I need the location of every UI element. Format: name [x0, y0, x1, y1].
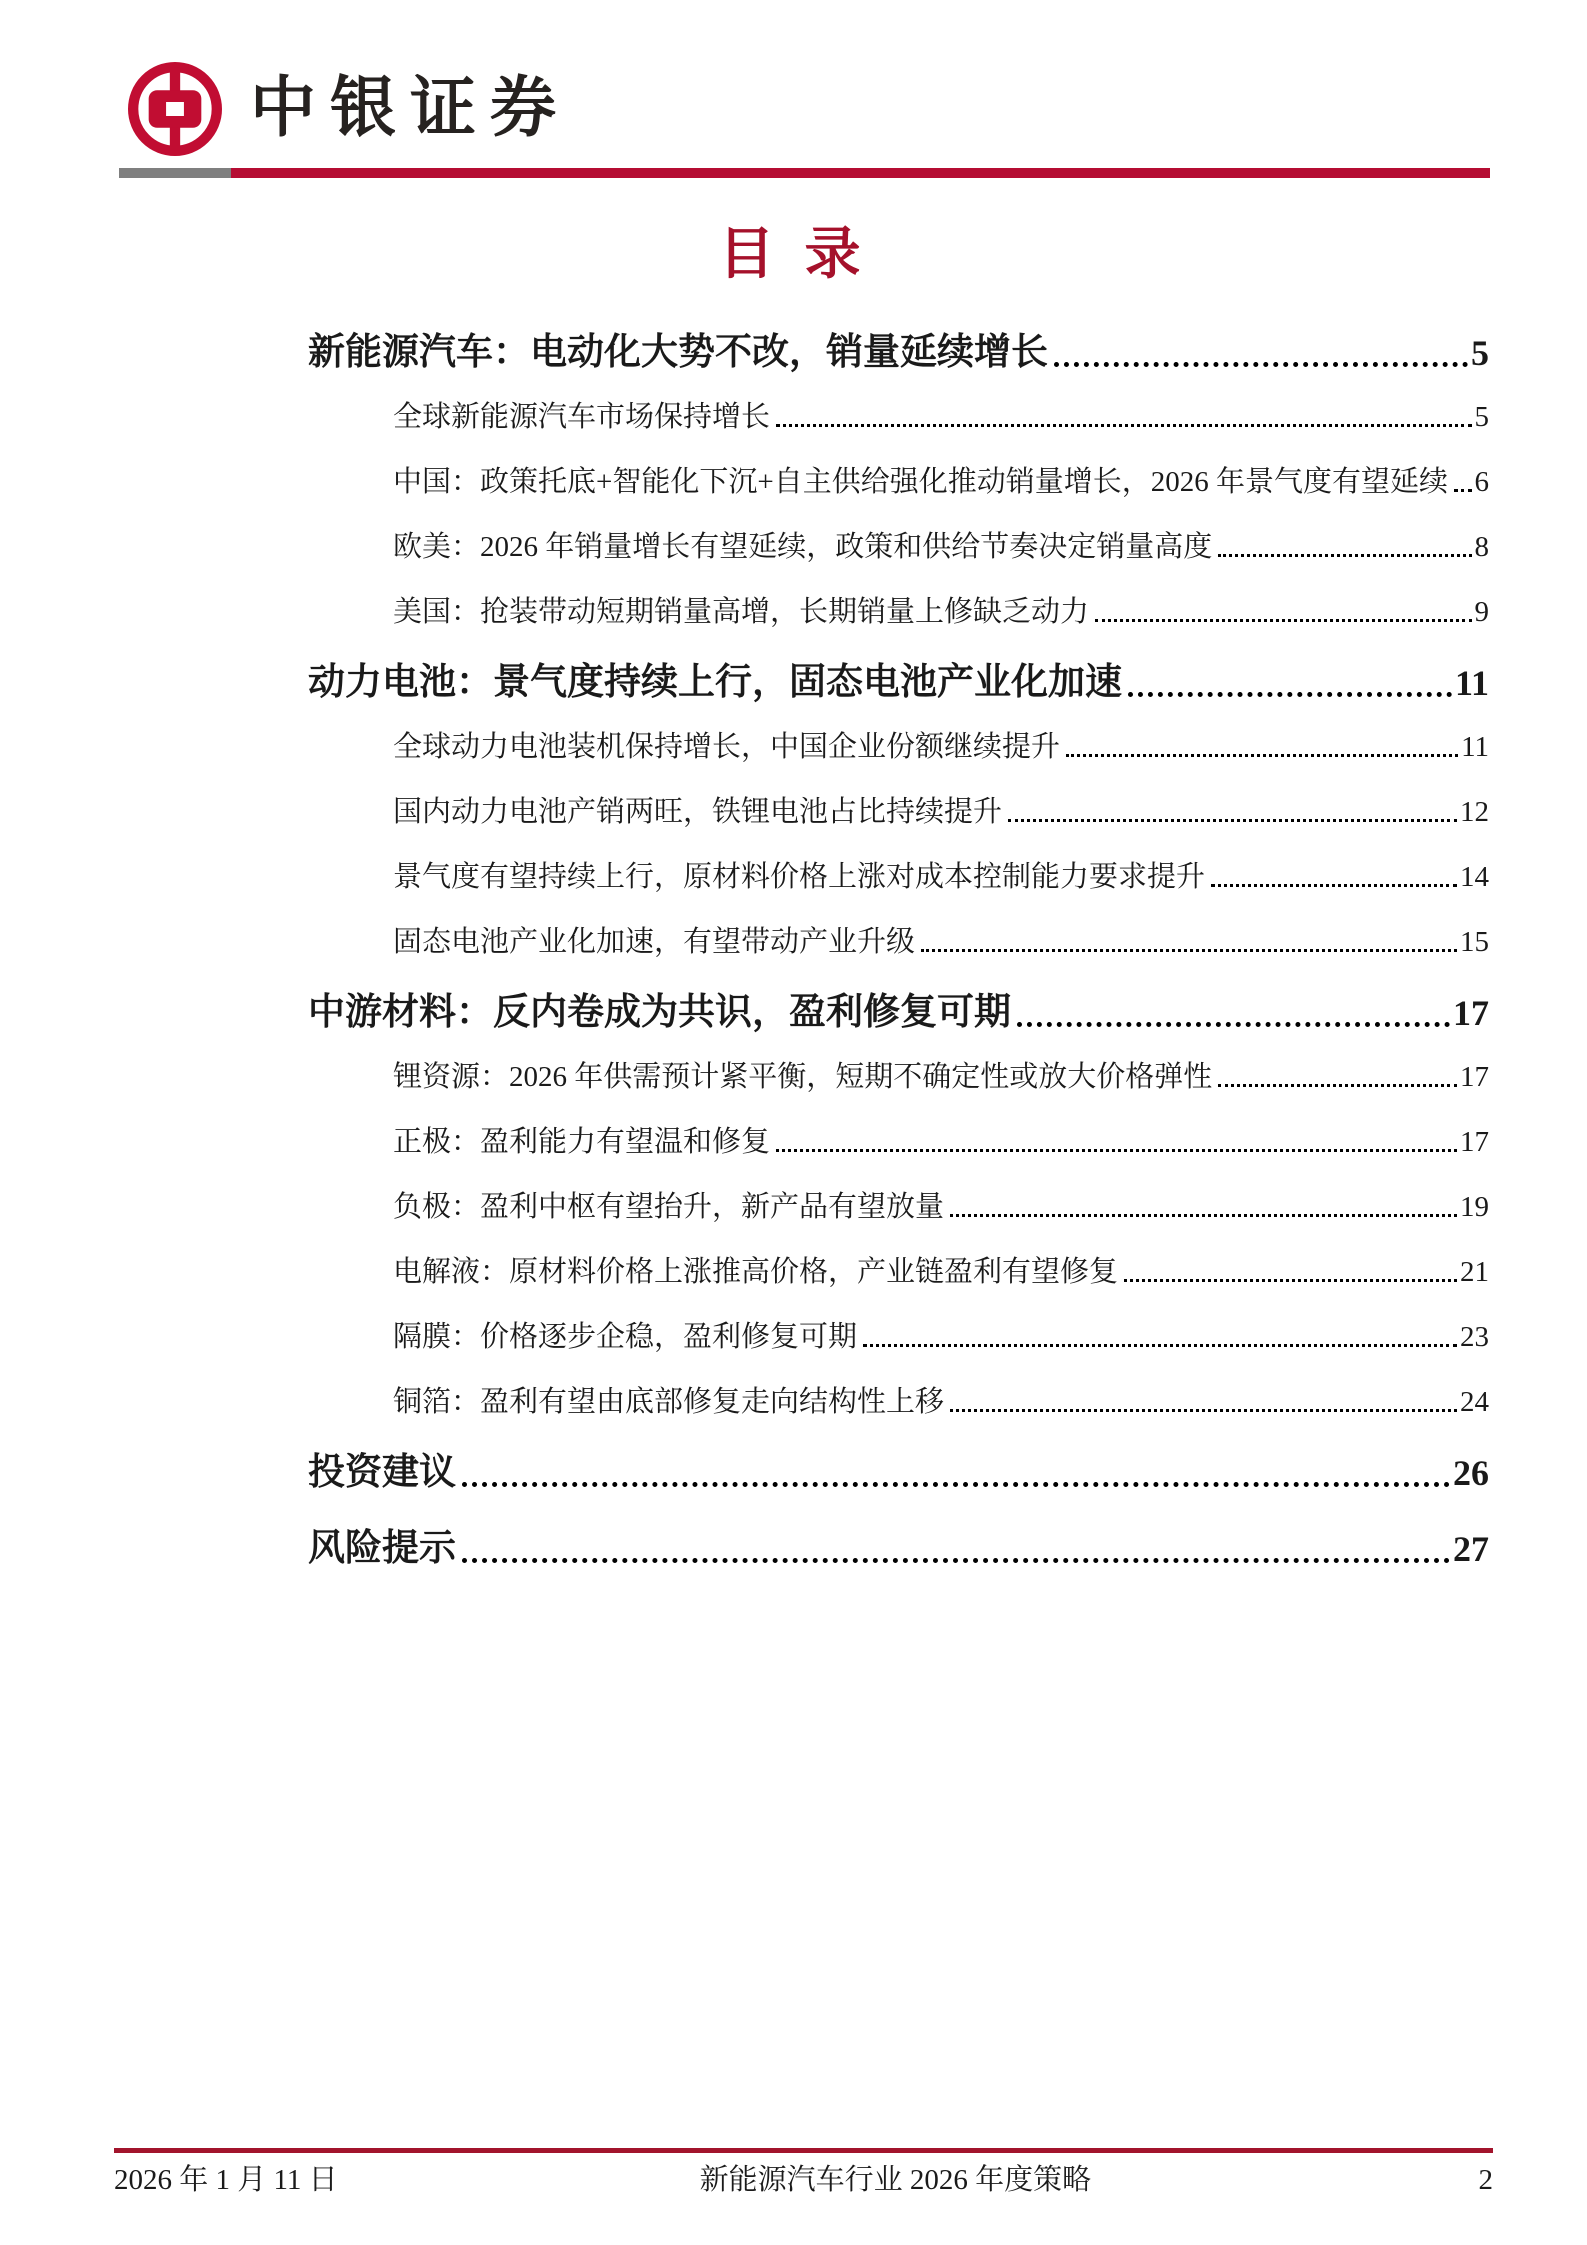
toc-entry-page: 12	[1460, 796, 1489, 828]
toc-entry-page: 24	[1460, 1386, 1489, 1418]
brand-name: 中银证券	[250, 72, 570, 145]
toc-entry[interactable]	[393, 595, 1489, 629]
toc-entry-label: 隔膜：价格逐步企稳，盈利修复可期	[393, 1321, 858, 1353]
toc-entry[interactable]	[393, 730, 1489, 764]
toc-entry[interactable]	[308, 990, 1489, 1036]
toc-entry[interactable]	[308, 660, 1489, 706]
header-rule-gray-segment	[119, 168, 231, 178]
footer-page-number: 2	[1478, 2164, 1493, 2196]
toc-entry-label: 铜箔：盈利有望由底部修复走向结构性上移	[393, 1386, 945, 1418]
toc-entry-page: 15	[1460, 926, 1489, 958]
toc-leader-dots	[1017, 1022, 1450, 1027]
toc-entry-page: 17	[1453, 993, 1489, 1033]
toc-entry-page: 11	[1454, 663, 1489, 703]
toc-entry-page: 5	[1471, 333, 1489, 373]
toc-leader-dots	[1454, 489, 1472, 492]
toc-entry-page: 27	[1453, 1529, 1489, 1569]
toc-leader-dots	[776, 1149, 1457, 1152]
toc-entry-label: 电解液：原材料价格上涨推高价格，产业链盈利有望修复	[393, 1256, 1119, 1288]
header-rule-red-segment	[231, 168, 1490, 178]
toc-entry-label: 锂资源：2026 年供需预计紧平衡，短期不确定性或放大价格弹性	[393, 1061, 1213, 1093]
toc-entry-page: 6	[1474, 466, 1489, 498]
toc-leader-dots	[1218, 1084, 1457, 1087]
toc-leader-dots	[1128, 692, 1452, 697]
toc-entry-label: 全球新能源汽车市场保持增长	[393, 401, 771, 433]
toc-leader-dots	[462, 1558, 1450, 1563]
toc-entry-label: 中游材料：反内卷成为共识，盈利修复可期	[308, 992, 1011, 1033]
toc-entry-page: 17	[1460, 1061, 1489, 1093]
toc-leader-dots	[863, 1344, 1457, 1347]
toc-leader-dots	[1095, 619, 1471, 622]
toc-entry-label: 欧美：2026 年销量增长有望延续，政策和供给节奏决定销量高度	[393, 531, 1213, 563]
toc-entry[interactable]	[393, 860, 1489, 894]
toc-entry-page: 14	[1460, 861, 1489, 893]
toc-entry[interactable]	[393, 400, 1489, 434]
toc-entry[interactable]	[393, 1385, 1489, 1419]
toc-entry[interactable]	[393, 530, 1489, 564]
toc-entry-label: 新能源汽车：电动化大势不改，销量延续增长	[308, 332, 1048, 373]
toc-leader-dots	[462, 1482, 1450, 1487]
toc-leader-dots	[950, 1214, 1457, 1217]
toc-entry-label: 中国：政策托底+智能化下沉+自主供给强化推动销量增长，2026 年景气度有望延续	[393, 466, 1448, 498]
header-rule	[119, 168, 1490, 178]
toc-entry-label: 景气度有望持续上行，原材料价格上涨对成本控制能力要求提升	[393, 861, 1206, 893]
toc-entry[interactable]	[393, 1060, 1489, 1094]
toc-entry[interactable]	[393, 1320, 1489, 1354]
boc-logo-icon	[128, 62, 222, 156]
footer	[114, 2160, 1493, 2200]
toc-entry-label: 投资建议	[308, 1452, 456, 1493]
toc-entry[interactable]	[393, 795, 1489, 829]
toc-entry[interactable]	[393, 1125, 1489, 1159]
toc-entry-page: 8	[1474, 531, 1489, 563]
footer-date: 2026 年 1 月 11 日	[114, 2164, 338, 2196]
toc-entry-page: 5	[1474, 401, 1489, 433]
toc-leader-dots	[921, 949, 1457, 952]
toc-entry[interactable]	[393, 465, 1489, 499]
toc-entry-page: 21	[1460, 1256, 1489, 1288]
toc-entry-page: 11	[1461, 731, 1489, 763]
toc-entry[interactable]	[393, 1255, 1489, 1289]
toc-entry[interactable]	[308, 330, 1489, 376]
toc-leader-dots	[1124, 1279, 1457, 1282]
toc-leader-dots	[776, 424, 1471, 427]
toc-entry-label: 国内动力电池产销两旺，铁锂电池占比持续提升	[393, 796, 1003, 828]
toc-entry-page: 19	[1460, 1191, 1489, 1223]
toc-entry[interactable]	[308, 1526, 1489, 1572]
toc-leader-dots	[1054, 362, 1468, 367]
toc-entry-page: 26	[1453, 1453, 1489, 1493]
toc-title: 目 录	[718, 224, 869, 286]
toc-leader-dots	[950, 1409, 1457, 1412]
toc-entry-page: 9	[1474, 596, 1489, 628]
toc-entry-label: 负极：盈利中枢有望抬升，新产品有望放量	[393, 1191, 945, 1223]
footer-doc-title: 新能源汽车行业 2026 年度策略	[699, 2164, 1092, 2196]
footer-rule	[114, 2148, 1493, 2153]
toc-entry-page: 17	[1460, 1126, 1489, 1158]
toc-entry[interactable]	[393, 1190, 1489, 1224]
toc-entry-label: 风险提示	[308, 1528, 456, 1569]
toc-leader-dots	[1211, 884, 1457, 887]
toc-leader-dots	[1008, 819, 1457, 822]
header-brand	[128, 62, 570, 156]
toc-entry-label: 正极：盈利能力有望温和修复	[393, 1126, 771, 1158]
toc-list	[308, 330, 1489, 1596]
toc-entry-label: 全球动力电池装机保持增长，中国企业份额继续提升	[393, 731, 1061, 763]
toc-leader-dots	[1066, 754, 1458, 757]
toc-entry-page: 23	[1460, 1321, 1489, 1353]
toc-entry[interactable]	[308, 1450, 1489, 1496]
toc-entry-label: 固态电池产业化加速，有望带动产业升级	[393, 926, 916, 958]
toc-entry-label: 动力电池：景气度持续上行，固态电池产业化加速	[308, 662, 1122, 703]
toc-leader-dots	[1218, 554, 1471, 557]
toc-entry[interactable]	[393, 925, 1489, 959]
toc-entry-label: 美国：抢装带动短期销量高增，长期销量上修缺乏动力	[393, 596, 1090, 628]
